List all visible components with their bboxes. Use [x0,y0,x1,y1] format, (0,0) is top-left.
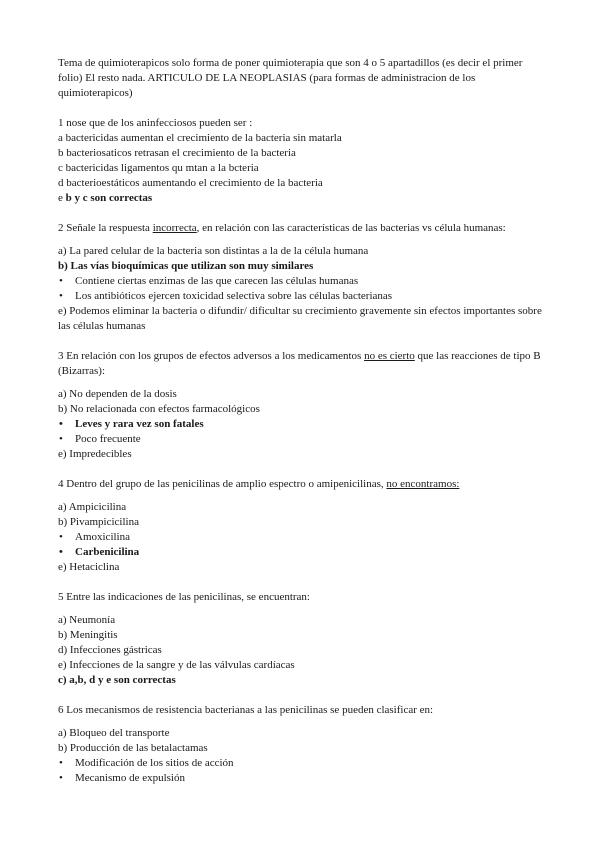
bullet-icon: • [59,418,63,430]
question-2 [58,221,548,334]
question-6-option-b: b) Producción de las betalactamas [58,742,208,754]
question-4-bullet-2 [58,545,548,560]
question-1-option-d: d bacterioestáticos aumentando el crecimiento de la bacteria [58,177,323,189]
question-6-bullet-1-text: Modificación de los sitios de acción [75,757,234,769]
question-5-title: 5 Entre las indicaciones de las penicilinas, se encuentran: [58,591,310,603]
question-6-bullet-2-text: Mecanismo de expulsión [75,772,185,784]
question-3-option-b: b) No relacionada con efectos farmacológicos [58,403,260,415]
question-5-option-a: a) Neumonía [58,614,116,626]
question-3-bullet-2-text: Poco frecuente [75,433,141,445]
question-6 [58,703,548,786]
question-2-bullet-2 [58,289,548,304]
question-1-option-a: a bactericidas aumentan el crecimiento de la bacteria sin matarla [58,132,342,144]
question-4-title [58,477,548,492]
question-4-option-b: b) Pivampicicilina [58,516,139,528]
question-4-title-underlined: no encontramos: [386,478,460,490]
question-2-title [58,221,548,236]
question-4-option-a: a) Ampicicilina [58,501,127,513]
bullet-icon: • [59,433,63,445]
intro-paragraph: Tema de quimioterapicos solo forma de poner quimioterapia que son 4 o 5 apartadillos (es decir el primer folio) El resto nada. ARTICULO DE LA NEOPLASIAS (para formas de administracion de los quimioterapicos) [58,57,523,99]
question-4-option-e: e) Hetaciclina [58,561,120,573]
question-1 [58,116,548,206]
question-4-title-pre: 4 Dentro del grupo de las penicilinas de amplio espectro o amipenicilinas, [58,478,387,490]
question-6-bullet-1 [58,756,548,771]
question-5-option-b: b) Meningitis [58,629,118,641]
document-page [58,56,548,786]
question-1-option-b: b bacteriosaticos retrasan el crecimiento de la bacteria [58,147,296,159]
question-5 [58,590,548,688]
question-1-answer: b y c son correctas [65,192,153,204]
question-2-title-underlined: incorrecta [152,222,197,234]
question-3-bullet-2 [58,432,548,447]
question-6-option-a: a) Bloqueo del transporte [58,727,170,739]
question-2-title-pre: 2 Señale la respuesta [58,222,153,234]
question-5-option-d: d) Infecciones gástricas [58,644,162,656]
question-3-title-pre: 3 En relación con los grupos de efectos adversos a los medicamentos [58,350,365,362]
question-1-option-e [58,191,548,206]
bullet-icon: • [59,757,63,769]
question-2-option-b: b) Las vías bioquímicas que utilizan son muy similares [58,260,314,272]
question-6-bullet-2 [58,771,548,786]
question-2-bullet-1-text: Contiene ciertas enzimas de las que carecen las células humanas [75,275,359,287]
question-6-title: 6 Los mecanismos de resistencia bacterianas a las penicilinas se pueden clasificar en: [58,704,434,716]
question-2-bullet-2-text: Los antibióticos ejercen toxicidad selectiva sobre las células bacterianas [75,290,393,302]
question-2-option-e: e) Podemos eliminar la bacteria o difundir/ dificultar su crecimiento gravemente sin efectos importantes sobre las células humanas [58,305,542,332]
question-5-answer: c) a,b, d y e son correctas [58,674,176,686]
question-4-bullet-1 [58,530,548,545]
question-1-option-c: c bactericidas ligamentos qu mtan a la bcteria [58,162,259,174]
question-3-option-e: e) Impredecibles [58,448,132,460]
question-3-bullet-1 [58,417,548,432]
question-3 [58,349,548,462]
question-5-option-e: e) Infecciones de la sangre y de las válvulas cardíacas [58,659,295,671]
question-3-title-underlined: no es cierto [364,350,415,362]
question-2-bullet-1 [58,274,548,289]
question-4 [58,477,548,575]
question-3-title-post: que las reacciones de tipo B (Bizarras): [58,350,541,377]
question-1-option-e-prefix: e [58,192,66,204]
question-2-title-post: , en relación con las características de las bacterias vs célula humanas: [196,222,506,234]
question-3-bullet-1-text: Leves y rara vez son fatales [75,418,204,430]
bullet-icon: • [59,531,63,543]
question-3-title [58,349,548,379]
question-2-option-a: a) La pared celular de la bacteria son distintas a la de la célula humana [58,245,369,257]
question-4-bullet-1-text: Amoxicilina [75,531,130,543]
question-3-option-a: a) No dependen de la dosis [58,388,177,400]
bullet-icon: • [59,290,63,302]
bullet-icon: • [59,546,63,558]
bullet-icon: • [59,772,63,784]
bullet-icon: • [59,275,63,287]
question-4-bullet-2-text: Carbenicilina [75,546,140,558]
question-1-title: 1 nose que de los aninfecciosos pueden ser : [58,117,253,129]
